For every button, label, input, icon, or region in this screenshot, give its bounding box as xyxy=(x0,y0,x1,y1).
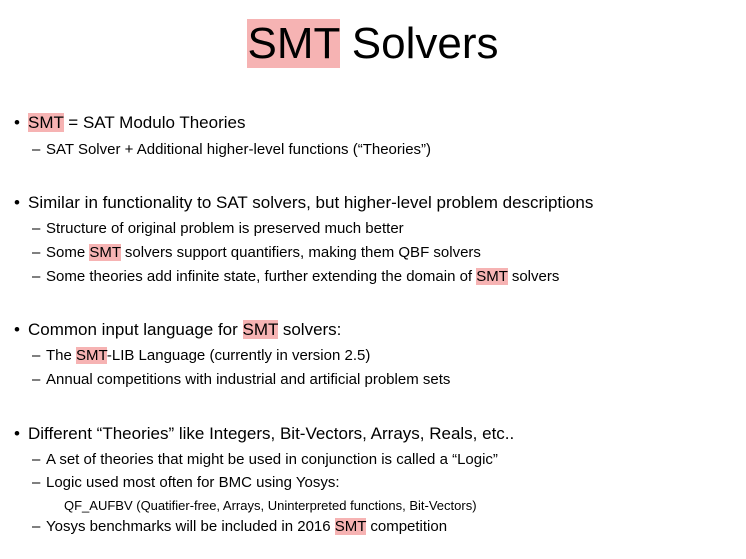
sub-bullet-text: solvers xyxy=(507,268,560,285)
sub-bullet-text: competition xyxy=(366,518,448,535)
sub-bullet-text: -LIB Language (currently in version 2.5) xyxy=(106,347,371,364)
bullet-dot-icon: • xyxy=(14,424,20,443)
sub-bullet-infinite-state xyxy=(32,267,559,287)
sub-bullet-text: Logic used most often for BMC using Yosys: xyxy=(46,474,340,491)
bullet-common-input-language xyxy=(14,319,341,341)
sub-bullet-text: Yosys benchmarks will be included in 2016 xyxy=(46,518,335,535)
bullet-text: = SAT Modulo Theories xyxy=(63,113,246,132)
bullet-dot-icon: • xyxy=(14,113,20,132)
sub-bullet-text: Structure of original problem is preserved much better xyxy=(46,220,404,237)
bullet-text: Different “Theories” like Integers, Bit-Vectors, Arrays, Reals, etc.. xyxy=(28,424,515,443)
smt-highlight: SMT xyxy=(28,113,64,132)
sub-bullet-competitions xyxy=(32,370,450,390)
dash-icon: – xyxy=(32,451,41,468)
bullet-text: Similar in functionality to SAT solvers, but higher-level problem descriptions xyxy=(28,193,594,212)
sub-sub-bullet-text: QF_AUFBV (Quatifier-free, Arrays, Uninterpreted functions, Bit-Vectors) xyxy=(64,498,477,513)
smt-highlight: SMT xyxy=(242,320,279,339)
smt-highlight: SMT xyxy=(334,518,367,535)
dash-icon: – xyxy=(32,518,41,535)
sub-bullet-logic xyxy=(32,450,498,470)
sub-bullet-text: A set of theories that might be used in conjunction is called a “Logic” xyxy=(46,451,498,468)
title-highlight: SMT xyxy=(247,19,340,68)
sub-bullet-smt-lib xyxy=(32,346,370,366)
bullet-different-theories xyxy=(14,423,514,445)
sub-bullet-text: SAT Solver + Additional higher-level functions (“Theories”) xyxy=(46,141,432,158)
sub-bullet-text: Annual competitions with industrial and artificial problem sets xyxy=(46,371,451,388)
dash-icon: – xyxy=(32,220,41,237)
smt-highlight: SMT xyxy=(476,268,508,285)
dash-icon: – xyxy=(32,371,41,388)
smt-highlight: SMT xyxy=(76,347,107,364)
title-rest: Solvers xyxy=(339,19,499,68)
sub-sub-bullet-qf-aufbv xyxy=(64,497,477,515)
bullet-dot-icon: • xyxy=(14,320,20,339)
dash-icon: – xyxy=(32,141,41,158)
bullet-similar-functionality xyxy=(14,192,593,214)
sub-bullet-sat-solver xyxy=(32,140,431,160)
sub-bullet-text: solvers support quantifiers, making them QBF solvers xyxy=(120,244,481,261)
bullet-text: solvers: xyxy=(278,320,342,339)
dash-icon: – xyxy=(32,474,41,491)
sub-bullet-structure xyxy=(32,219,404,239)
sub-bullet-text: Some theories add infinite state, further extending the domain of xyxy=(46,268,477,285)
bullet-dot-icon: • xyxy=(14,193,20,212)
dash-icon: – xyxy=(32,347,41,364)
bullet-text: Common input language for xyxy=(28,320,243,339)
sub-bullet-bmc-logic xyxy=(32,473,340,493)
sub-bullet-text: Some xyxy=(46,244,90,261)
bullet-smt-definition xyxy=(14,112,245,134)
dash-icon: – xyxy=(32,268,41,285)
smt-highlight: SMT xyxy=(89,244,121,261)
slide-title xyxy=(0,16,746,72)
sub-bullet-yosys-benchmarks xyxy=(32,517,447,537)
sub-bullet-quantifiers xyxy=(32,243,481,263)
sub-bullet-text: The xyxy=(46,347,77,364)
dash-icon: – xyxy=(32,244,41,261)
